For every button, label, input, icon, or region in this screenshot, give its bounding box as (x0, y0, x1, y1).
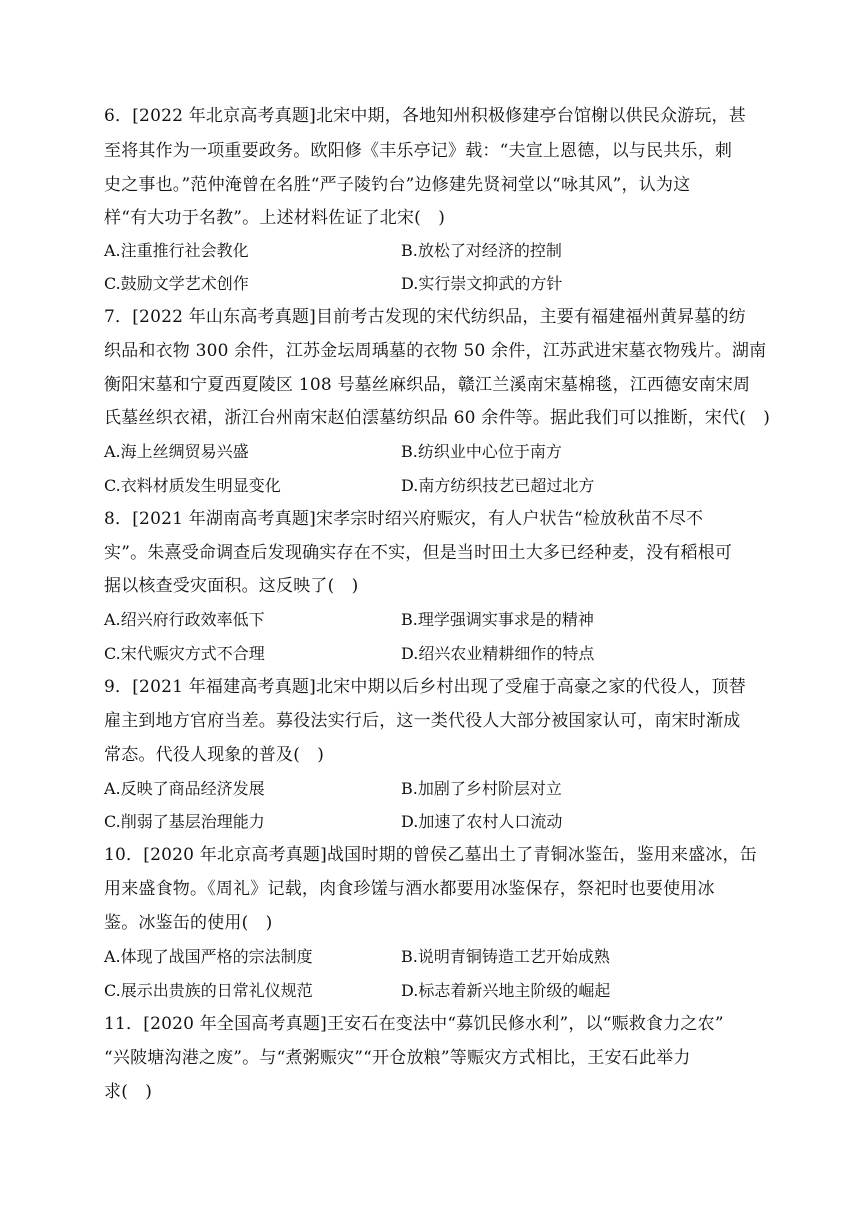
question-11-line-2: “兴陂塘沟港之废”。与“煮粥赈灾”“开仓放粮”等赈灾方式相比，王安石此举力 (104, 1048, 691, 1068)
question-7-line-4: 氏墓丝织衣裙，浙江台州南宋赵伯澐墓纺织品 60 余件等。据此我们可以推断，宋代( ) (104, 408, 771, 428)
question-8-option-c: C.宋代赈灾方式不合理 (104, 644, 265, 663)
question-7-line-3: 衡阳宋墓和宁夏西夏陵区 108 号墓丝麻织品，赣江兰溪南宋墓棉毯，江西德安南宋周 (104, 375, 751, 395)
question-10-option-b: B.说明青铜铸造工艺开始成熟 (401, 947, 610, 966)
question-9-option-b: B.加剧了乡村阶层对立 (401, 779, 562, 798)
question-6-option-b: B.放松了对经济的控制 (401, 241, 562, 260)
question-6-line-2: 至将其作为一项重要政务。欧阳修《丰乐亭记》载：“夫宣上恩德，以与民共乐，刺 (104, 141, 733, 161)
question-9-option-c: C.削弱了基层治理能力 (104, 812, 265, 831)
question-9-line-2: 雇主到地方官府当差。募役法实行后，这一类代役人大部分被国家认可，南宋时渐成 (104, 711, 741, 731)
question-8-line-1: 8．[2021 年湖南高考真题]宋孝宗时绍兴府赈灾，有人户状告“检放秋苗不尽不 (104, 509, 704, 529)
question-8-option-a: A.绍兴府行政效率低下 (104, 610, 265, 629)
question-6-line-1: 6．[2022 年北京高考真题]北宋中期，各地知州积极修建亭台馆榭以供民众游玩，甚 (104, 106, 746, 126)
question-8-line-2: 实”。朱熹受命调查后发现确实存在不实，但是当时田土大多已经种麦，没有稻根可 (104, 543, 733, 563)
question-10-line-1: 10．[2020 年北京高考真题]战国时期的曾侯乙墓出土了青铜冰鉴缶，鉴用来盛冰，缶 (104, 845, 757, 865)
question-7-option-a: A.海上丝绸贸易兴盛 (104, 442, 249, 461)
question-6-line-4: 样“有大功于名教”。上述材料佐证了北宋( ) (104, 208, 446, 228)
question-10-option-a: A.体现了战国严格的宗法制度 (104, 947, 313, 966)
question-9-option-a: A.反映了商品经济发展 (104, 779, 265, 798)
question-9-line-3: 常态。代役人现象的普及( ) (104, 745, 325, 765)
question-8-option-b: B.理学强调实事求是的精神 (401, 610, 594, 629)
question-11-line-3: 求( ) (104, 1082, 153, 1102)
question-7-option-b: B.纺织业中心位于南方 (401, 442, 562, 461)
question-6-option-d: D.实行崇文抑武的方针 (401, 274, 563, 293)
question-8-line-3: 据以核查受灾面积。这反映了( ) (104, 576, 359, 596)
question-7-line-1: 7．[2022 年山东高考真题]目前考古发现的宋代纺织品，主要有福建福州黄昇墓的纺 (104, 307, 746, 327)
question-10-option-c: C.展示出贵族的日常礼仪规范 (104, 981, 313, 1000)
question-6-line-3: 史之事也。”范仲淹曾在名胜“严子陵钓台”边修建先贤祠堂以“咏其风”，认为这 (104, 175, 691, 195)
question-10-line-2: 用来盛食物。《周礼》记载，肉食珍馐与酒水都要用冰鉴保存，祭祀时也要使用冰 (104, 879, 715, 899)
question-7-line-2: 织品和衣物 300 余件，江苏金坛周瑀墓的衣物 50 余件，江苏武进宋墓衣物残片。湖南 (104, 341, 767, 361)
question-8-option-d: D.绍兴农业精耕细作的特点 (401, 644, 595, 663)
question-10-option-d: D.标志着新兴地主阶级的崛起 (401, 981, 611, 1000)
question-11-line-1: 11．[2020 年全国高考真题]王安石在变法中“募饥民修水利”，以“赈救食力之农” (104, 1014, 724, 1034)
question-9-line-1: 9．[2021 年福建高考真题]北宋中期以后乡村出现了受雇于高豪之家的代役人，顶替 (104, 677, 746, 697)
question-6-option-a: A.注重推行社会教化 (104, 241, 249, 260)
question-7-option-c: C.衣料材质发生明显变化 (104, 476, 281, 495)
question-7-option-d: D.南方纺织技艺已超过北方 (401, 476, 595, 495)
question-6-option-c: C.鼓励文学艺术创作 (104, 274, 249, 293)
question-10-line-3: 鉴。冰鉴缶的使用( ) (104, 913, 273, 933)
question-9-option-d: D.加速了农村人口流动 (401, 812, 563, 831)
